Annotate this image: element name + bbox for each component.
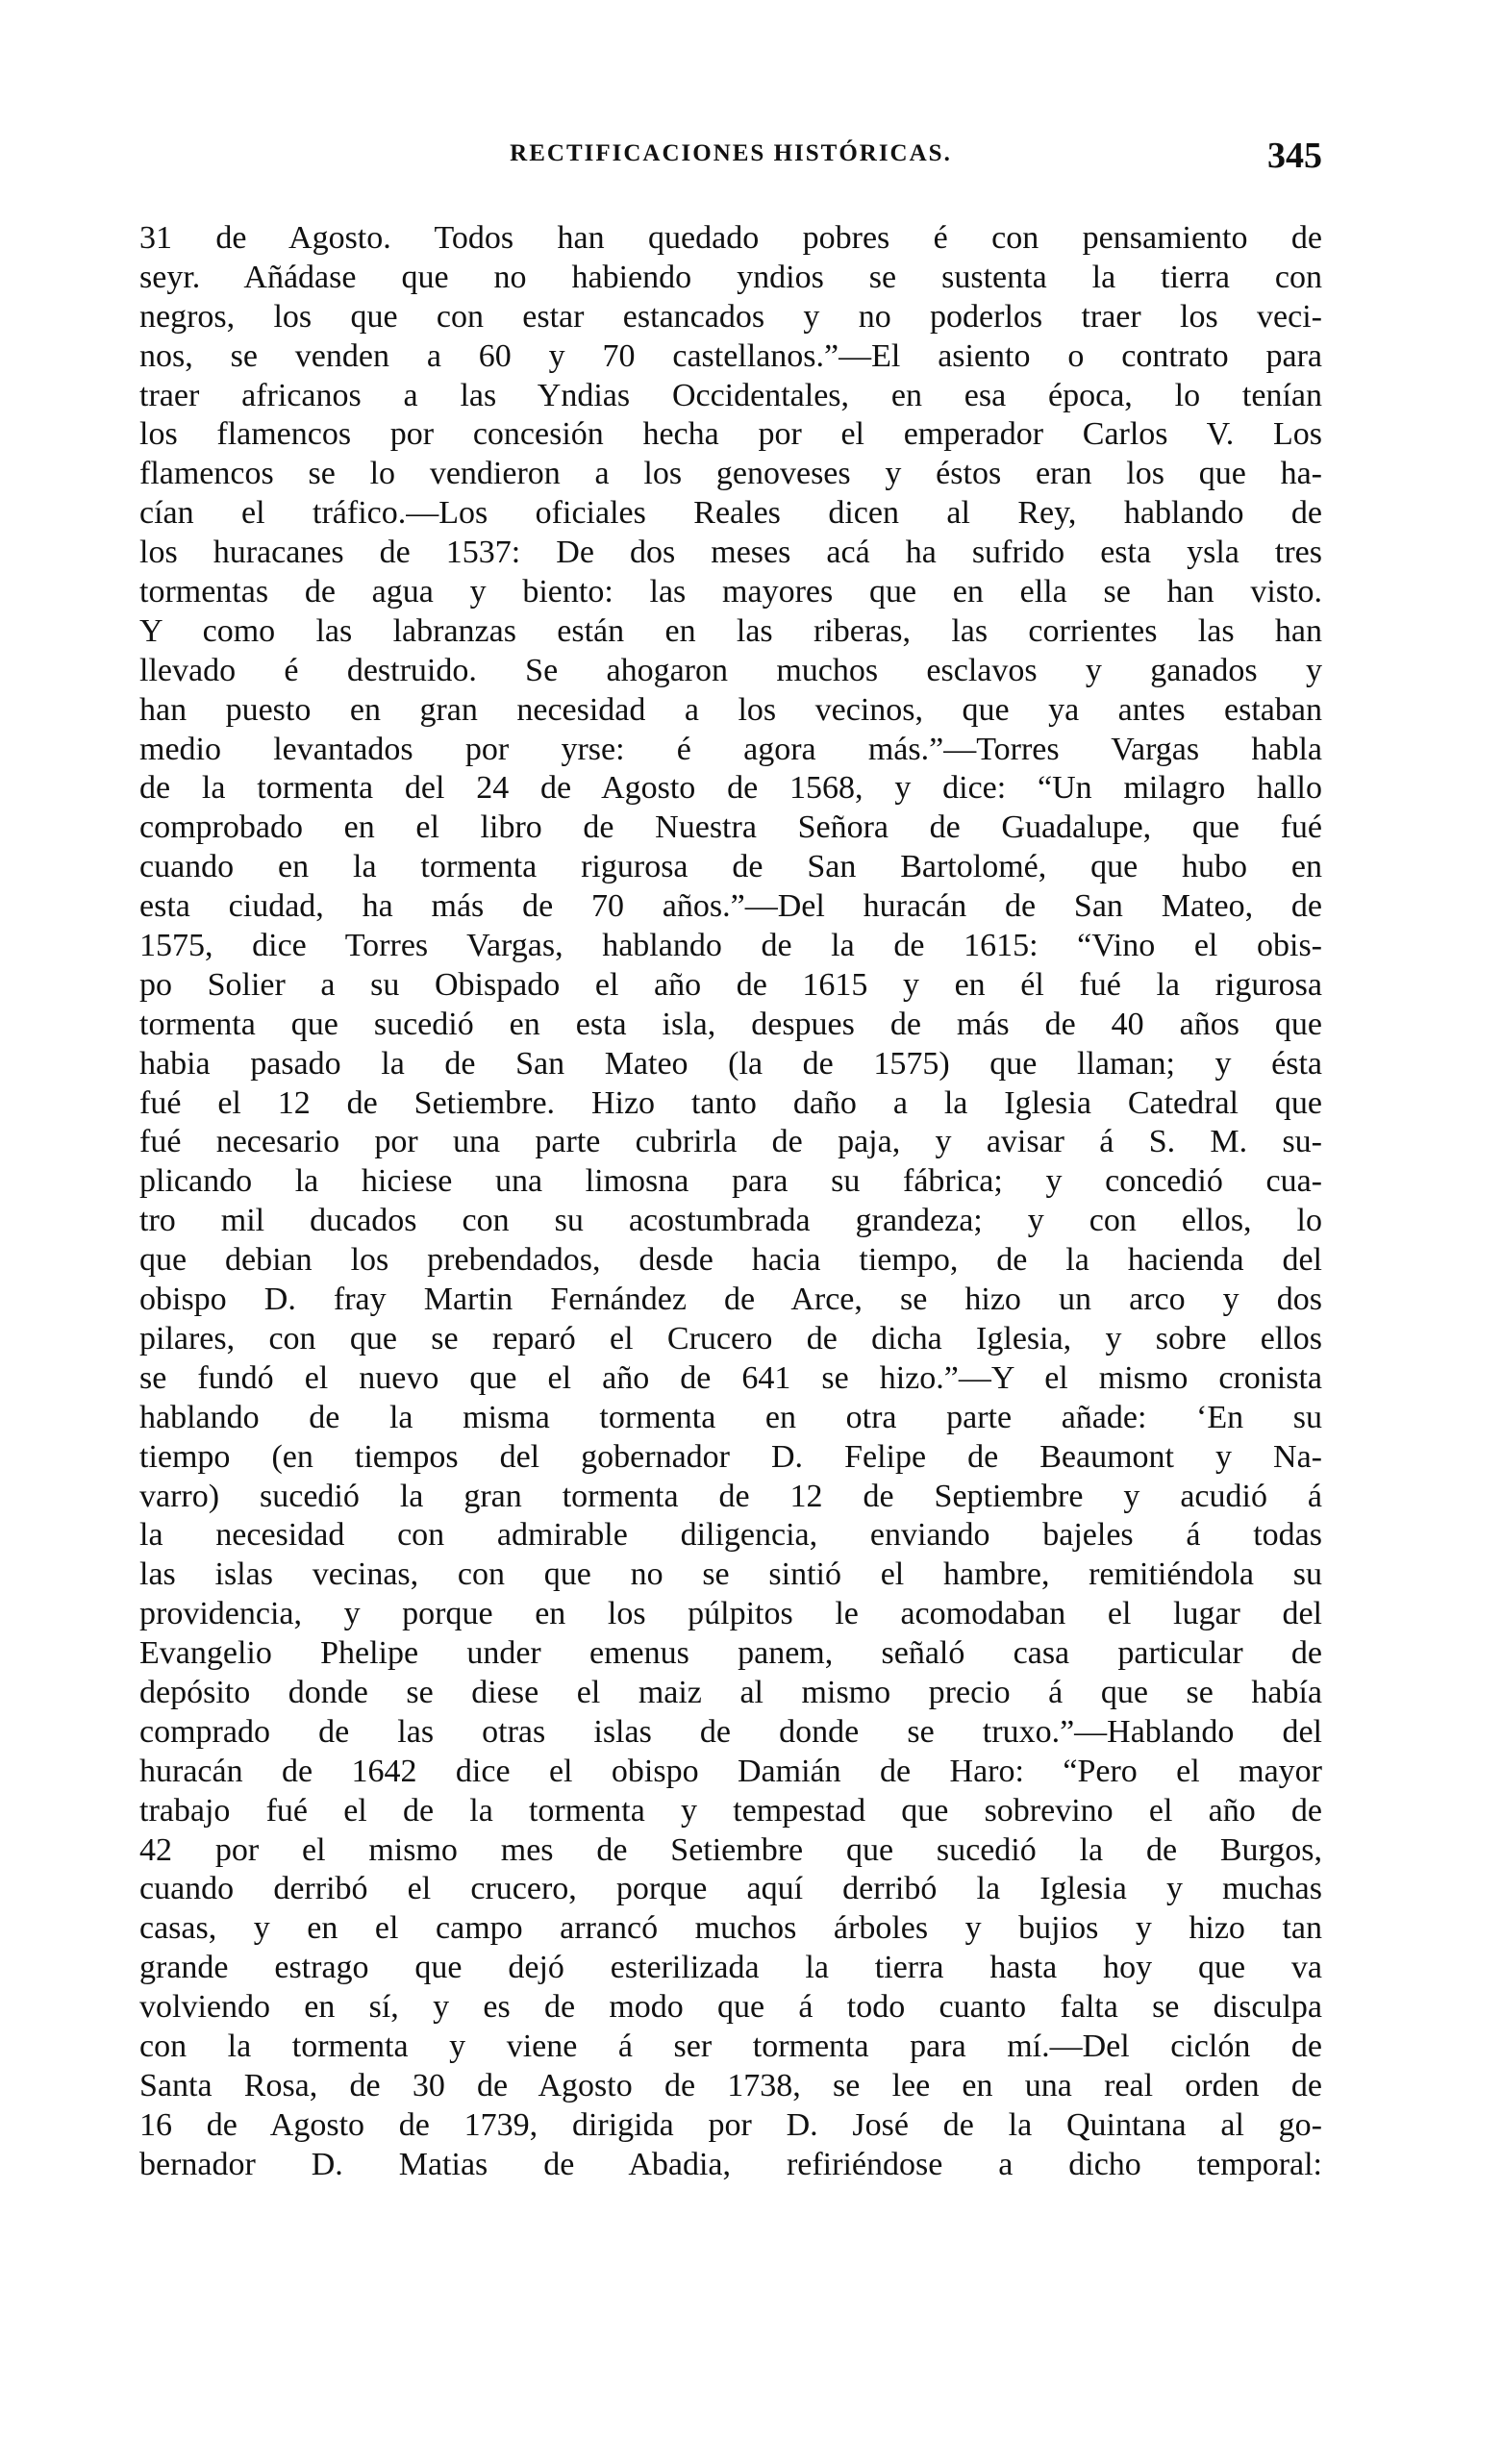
text-line: tro mil ducados con su acostumbrada grandeza; y con ellos, lo [139, 1203, 1322, 1239]
text-line: bernador D. Matias de Abadia, refiriéndose a dicho temporal: [139, 2146, 1322, 2182]
text-line: 42 por el mismo mes de Setiembre que sucedió la de Burgos, [139, 1831, 1322, 1868]
text-line: la necesidad con admirable diligencia, enviando bajeles á todas [139, 1517, 1322, 1554]
text-line: varro) sucedió la gran tormenta de 12 de Septiembre y acudió á [139, 1478, 1322, 1514]
text-line: obispo D. fray Martin Fernández de Arce, se hizo un arco y dos [139, 1282, 1322, 1318]
text-line: Santa Rosa, de 30 de Agosto de 1738, se lee en una real orden de [139, 2067, 1322, 2103]
page-header [139, 135, 1322, 183]
running-title: RECTIFICACIONES HISTÓRICAS. [510, 140, 952, 166]
text-line: casas, y en el campo arrancó muchos árboles y bujios y hizo tan [139, 1910, 1322, 1947]
text-line: llevado é destruido. Se ahogaron muchos esclavos y ganados y [139, 652, 1322, 688]
text-line: fué el 12 de Setiembre. Hizo tanto daño a la Iglesia Catedral que [139, 1084, 1322, 1121]
body-text [139, 219, 1322, 2185]
text-line: nos, se venden a 60 y 70 castellanos.”—El asiento o contrato para [139, 337, 1322, 374]
text-line: habia pasado la de San Mateo (la de 1575) que llaman; y ésta [139, 1045, 1322, 1082]
text-line: providencia, y porque en los púlpitos le acomodaban el lugar del [139, 1596, 1322, 1632]
text-line: po Solier a su Obispado el año de 1615 y en él fué la rigurosa [139, 966, 1322, 1003]
text-line: han puesto en gran necesidad a los vecinos, que ya antes estaban [139, 691, 1322, 728]
text-line: cuando en la tormenta rigurosa de San Bartolomé, que hubo en [139, 849, 1322, 885]
text-line: esta ciudad, ha más de 70 años.”—Del huracán de San Mateo, de [139, 888, 1322, 925]
text-line: grande estrago que dejó esterilizada la tierra hasta hoy que va [139, 1950, 1322, 1986]
text-line: tormentas de agua y biento: las mayores que en ella se han visto. [139, 574, 1322, 610]
text-line: se fundó el nuevo que el año de 641 se hizo.”—Y el mismo cronista [139, 1359, 1322, 1396]
text-line: seyr. Añádase que no habiendo yndios se sustenta la tierra con [139, 259, 1322, 295]
text-line: los huracanes de 1537: De dos meses acá ha sufrido esta ysla tres [139, 535, 1322, 571]
text-line: depósito donde se diese el maiz al mismo precio á que se había [139, 1674, 1322, 1710]
text-line: traer africanos a las Yndias Occidentales, en esa época, lo tenían [139, 377, 1322, 413]
text-line: 16 de Agosto de 1739, dirigida por D. José de la Quintana al go- [139, 2106, 1322, 2143]
text-line: flamencos se lo vendieron a los genoveses y éstos eran los que ha- [139, 456, 1322, 492]
text-line: tormenta que sucedió en esta isla, despues de más de 40 años que [139, 1006, 1322, 1042]
text-line: Y como las labranzas están en las riberas, las corrientes las han [139, 612, 1322, 649]
text-line: de la tormenta del 24 de Agosto de 1568, y dice: “Un milagro hallo [139, 770, 1322, 807]
text-line: trabajo fué el de la tormenta y tempestad que sobrevino el año de [139, 1792, 1322, 1829]
text-line: las islas vecinas, con que no se sintió el hambre, remitiéndola su [139, 1556, 1322, 1593]
text-line: tiempo (en tiempos del gobernador D. Felipe de Beaumont y Na- [139, 1438, 1322, 1475]
text-line: Evangelio Phelipe under emenus panem, señaló casa particular de [139, 1635, 1322, 1672]
text-line: medio levantados por yrse: é agora más.”—Torres Vargas habla [139, 731, 1322, 767]
text-line: volviendo en sí, y es de modo que á todo cuanto falta se disculpa [139, 1989, 1322, 2026]
text-line: 1575, dice Torres Vargas, hablando de la de 1615: “Vino el obis- [139, 928, 1322, 964]
page-number: 345 [1267, 136, 1322, 176]
text-line: cían el tráfico.—Los oficiales Reales dicen al Rey, hablando de [139, 495, 1322, 532]
text-line: plicando la hiciese una limosna para su fábrica; y concedió cua- [139, 1163, 1322, 1200]
text-line: pilares, con que se reparó el Crucero de dicha Iglesia, y sobre ellos [139, 1320, 1322, 1356]
text-line: comprado de las otras islas de donde se truxo.”—Hablando del [139, 1713, 1322, 1750]
text-line: comprobado en el libro de Nuestra Señora de Guadalupe, que fué [139, 809, 1322, 846]
text-line: hablando de la misma tormenta en otra parte añade: ‘En su [139, 1399, 1322, 1435]
text-line: 31 de Agosto. Todos han quedado pobres é con pensamiento de [139, 220, 1322, 256]
text-line: los flamencos por concesión hecha por el emperador Carlos V. Los [139, 416, 1322, 453]
text-line: negros, los que con estar estancados y no poderlos traer los veci- [139, 298, 1322, 335]
text-line: fué necesario por una parte cubrirla de paja, y avisar á S. M. su- [139, 1124, 1322, 1160]
text-line: con la tormenta y viene á ser tormenta para mí.—Del ciclón de [139, 2028, 1322, 2064]
text-line: huracán de 1642 dice el obispo Damián de Haro: “Pero el mayor [139, 1753, 1322, 1789]
text-line: cuando derribó el crucero, porque aquí derribó la Iglesia y muchas [139, 1871, 1322, 1907]
text-line: que debian los prebendados, desde hacia tiempo, de la hacienda del [139, 1242, 1322, 1279]
